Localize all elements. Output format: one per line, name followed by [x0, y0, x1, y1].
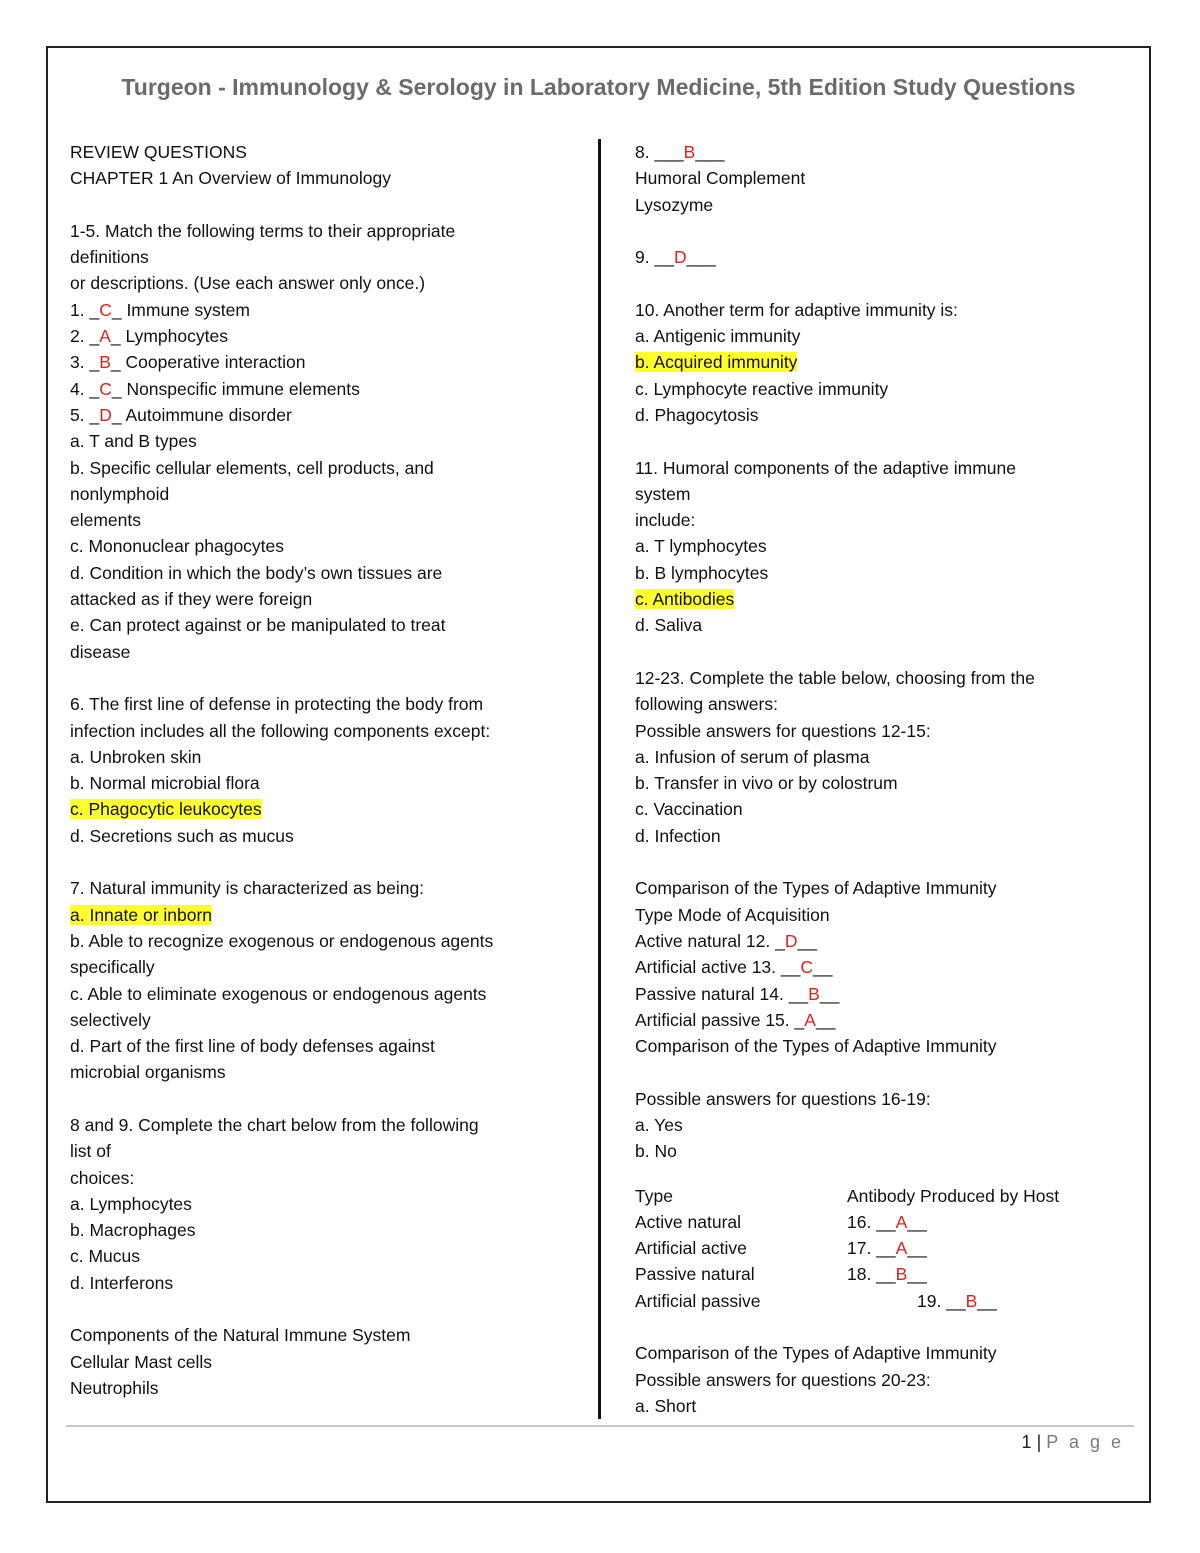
option: c. Lymphocyte reactive immunity	[635, 378, 889, 399]
table-row: Artificial passive 19. __ B __	[635, 1288, 1135, 1314]
option: attacked as if they were foreign	[70, 589, 313, 610]
option: b. Normal microbial flora	[70, 773, 260, 794]
answer-mark: D	[99, 404, 112, 425]
q1-5-intro: definitions	[70, 247, 149, 268]
option: a. Yes	[635, 1114, 683, 1135]
comparison-heading: Comparison of the Types of Adaptive Immunity	[635, 1036, 997, 1057]
match-item: 1. _C_ Immune system	[70, 299, 250, 320]
review-heading: REVIEW QUESTIONS	[70, 142, 247, 162]
option: c. Mucus	[70, 1246, 141, 1267]
page-footer	[1022, 1432, 1124, 1453]
acquisition-row: Artificial passive 15. _A__	[635, 1009, 836, 1030]
acquisition-row: Active natural 12. _D__	[635, 930, 817, 951]
match-item: 2. _A_ Lymphocytes	[70, 326, 228, 347]
answer-mark: A	[804, 1009, 816, 1030]
document-title: Turgeon - Immunology & Serology in Laboratory Medicine, 5th Edition Study Questions	[121, 74, 1076, 100]
option: b. B lymphocytes	[635, 562, 769, 583]
comparison-heading: Comparison of the Types of Adaptive Immunity	[635, 1343, 997, 1364]
option: e. Can protect against or be manipulated to treat	[70, 615, 446, 636]
answer-mark: C	[99, 299, 112, 320]
option: disease	[70, 641, 131, 662]
components-row: Cellular Mast cells	[70, 1351, 212, 1372]
right-column	[635, 139, 1135, 1419]
option: d. Saliva	[635, 615, 703, 636]
q1-5-intro: or descriptions. (Use each answer only once.)	[70, 273, 426, 294]
components-row: Neutrophils	[70, 1377, 159, 1398]
chart-row: Lysozyme	[635, 194, 714, 215]
column-divider	[598, 139, 601, 1419]
answer-mark: D	[784, 930, 798, 951]
option: d. Condition in which the body’s own tissues are	[70, 562, 443, 583]
answer-mark: C	[800, 957, 813, 978]
question-16-19: Possible answers for questions 16-19:	[635, 1088, 931, 1109]
question-6: infection includes all the following components except:	[70, 720, 491, 741]
option: b. Able to recognize exogenous or endogenous agents	[70, 930, 494, 951]
question-11: include:	[635, 510, 696, 531]
option: b. Macrophages	[70, 1220, 196, 1241]
option: a. Short	[635, 1395, 697, 1416]
option: d. Phagocytosis	[635, 404, 759, 425]
option: c. Mononuclear phagocytes	[70, 536, 285, 557]
option: nonlymphoid	[70, 483, 170, 504]
option: selectively	[70, 1009, 151, 1030]
answer-mark: B	[965, 1290, 978, 1311]
answer-mark: A	[895, 1211, 908, 1232]
answer-mark: B	[683, 142, 696, 162]
highlighted-answer: b. Acquired immunity	[635, 352, 798, 373]
question-20-23: Possible answers for questions 20-23:	[635, 1369, 931, 1390]
question-12-23: following answers:	[635, 694, 778, 715]
table-row: Passive natural 18. __ B __	[635, 1261, 1135, 1287]
footer-separator: |	[1036, 1432, 1042, 1452]
highlighted-answer: c. Phagocytic leukocytes	[70, 799, 262, 820]
question-8-9: choices:	[70, 1167, 135, 1188]
acquisition-row: Artificial active 13. __C__	[635, 957, 833, 978]
option: a. Lymphocytes	[70, 1193, 192, 1214]
option: a. Unbroken skin	[70, 746, 202, 767]
answer-9: 9. __D___	[635, 247, 716, 268]
option: c. Vaccination	[635, 799, 743, 820]
acquisition-row: Passive natural 14. __B__	[635, 983, 840, 1004]
question-12-23: 12-23. Complete the table below, choosing from the	[635, 667, 1035, 688]
table-row: Active natural 16. __ A __	[635, 1209, 1135, 1235]
answer-mark: B	[895, 1264, 908, 1285]
match-item: 4. _C_ Nonspecific immune elements	[70, 378, 360, 399]
option: specifically	[70, 957, 155, 978]
chapter-heading: CHAPTER 1 An Overview of Immunology	[70, 168, 391, 189]
option: d. Secretions such as mucus	[70, 825, 294, 846]
question-8-9: 8 and 9. Complete the chart below from the following	[70, 1114, 479, 1135]
question-11: system	[635, 483, 691, 504]
answer-mark: A	[99, 326, 111, 347]
answer-mark: B	[808, 983, 820, 1004]
answer-mark: A	[895, 1238, 908, 1259]
question-7: 7. Natural immunity is characterized as being:	[70, 878, 425, 899]
left-column	[70, 139, 570, 1401]
question-8-9: list of	[70, 1141, 111, 1162]
comparison-header: Type Mode of Acquisition	[635, 904, 830, 925]
page-label: P a g e	[1046, 1432, 1124, 1452]
option: b. Specific cellular elements, cell products, and	[70, 457, 434, 478]
answer-mark: C	[99, 378, 112, 399]
page-number: 1	[1021, 1432, 1032, 1452]
q1-5-intro: 1-5. Match the following terms to their appropriate	[70, 220, 456, 241]
question-6: 6. The first line of defense in protecting the body from	[70, 694, 484, 715]
match-item: 5. _D_ Autoimmune disorder	[70, 404, 292, 425]
comparison-heading: Comparison of the Types of Adaptive Immunity	[635, 878, 997, 899]
answer-mark: D	[673, 247, 687, 268]
option: elements	[70, 510, 142, 531]
table-header: Type Antibody Produced by Host	[635, 1185, 1060, 1206]
chart-row: Humoral Complement	[635, 168, 806, 189]
highlighted-answer: c. Antibodies	[635, 589, 735, 610]
option: b. No	[635, 1141, 677, 1162]
option: a. Infusion of serum of plasma	[635, 746, 870, 767]
option: a. T and B types	[70, 431, 197, 452]
option: d. Part of the first line of body defenses against	[70, 1036, 435, 1057]
match-item: 3. _B_ Cooperative interaction	[70, 352, 306, 373]
question-11: 11. Humoral components of the adaptive immune	[635, 457, 1016, 478]
option: b. Transfer in vivo or by colostrum	[635, 773, 898, 794]
option: d. Infection	[635, 825, 721, 846]
option: a. Antigenic immunity	[635, 326, 801, 347]
question-10: 10. Another term for adaptive immunity is:	[635, 299, 958, 320]
option: a. T lymphocytes	[635, 536, 767, 557]
option: microbial organisms	[70, 1062, 226, 1083]
footer-rule	[66, 1425, 1134, 1427]
option: d. Interferons	[70, 1272, 174, 1293]
components-heading: Components of the Natural Immune System	[70, 1325, 411, 1346]
answer-8: 8. ___B___	[635, 142, 725, 162]
table-row: Artificial active 17. __ A __	[635, 1235, 1135, 1261]
highlighted-answer: a. Innate or inborn	[70, 904, 213, 925]
option: c. Able to eliminate exogenous or endogenous agents	[70, 983, 487, 1004]
question-12-23: Possible answers for questions 12-15:	[635, 720, 931, 741]
answer-mark: B	[99, 352, 111, 373]
